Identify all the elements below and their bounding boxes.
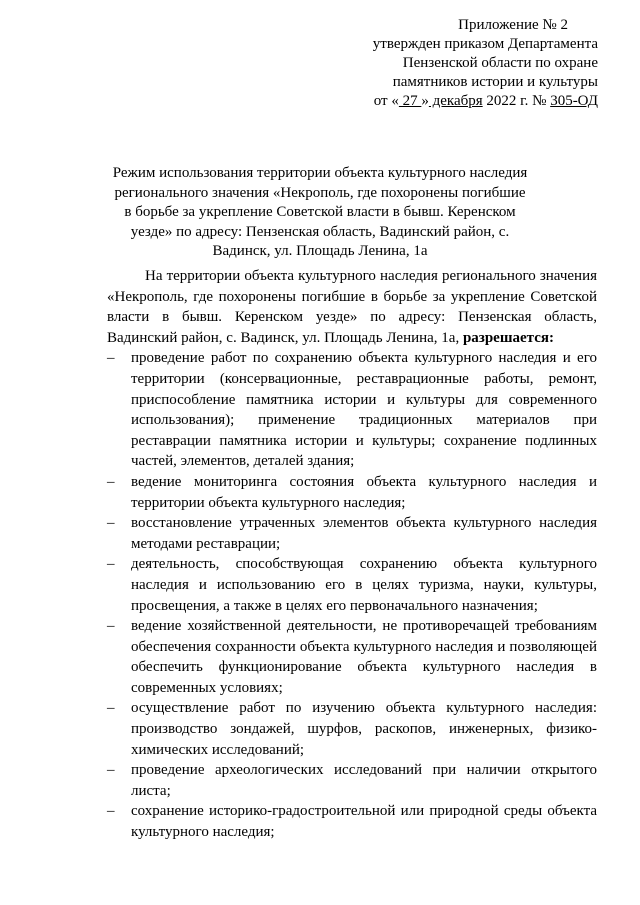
dash-marker: – [107,700,115,717]
list-item-text: сохранение историко-градостроительной или природной среды объекта культурного наследия; [131,803,597,841]
dash-marker: – [107,556,115,573]
list-item-text: восстановление утраченных элементов объекта культурного наследия методами реставрации; [131,515,597,552]
document-body [107,266,597,843]
list-item [107,698,597,760]
list-item-text: ведение хозяйственной деятельности, не противоречащей требованиям обеспечения сохранности объекта культурного наследия и позволяющей обеспечить функционирование объекта культурного наследия в современных условиях; [131,618,597,696]
document-title: Режим использования территории объекта культурного наследия регионального значения «Некрополь, где похоронены погибшие в борьбе за укрепление Советской власти в бывш. Керенском уезде» по адресу: Пензенская область, Вадинский район, с. Вадинск, ул. Площадь Ленина, 1а [112,165,528,259]
department-line-1: Пензенской области по охране [402,55,598,71]
list-item-text: ведение мониторинга состояния объекта культурного наследия и территории объекта культурного наследия; [131,473,597,511]
order-year: 2022 г. № [482,93,551,109]
list-item-text: деятельность, способствующая сохранению объекта культурного наследия и использованию его в целях туризма, науки, культуры, просвещения, а также в целях его первоначального назначения; [131,556,597,614]
dash-marker: – [107,515,115,532]
dash-marker: – [107,618,115,635]
order-date-line [330,92,598,111]
order-number: 305-ОД [550,93,598,109]
dash-marker: – [107,473,115,490]
list-item [107,513,597,554]
list-item-text: проведение археологических исследований при наличии открытого листа; [131,762,597,799]
date-prefix: от « [373,93,399,109]
list-item-text: осуществление работ по изучению объекта культурного наследия: производство зондажей, шурфов, раскопов, инженерных, физико-химических исследований; [131,700,597,758]
list-item [107,801,597,842]
intro-text: На территории объекта культурного наследия регионального значения «Некрополь, где похоронены погибшие в борьбе за укрепление Советской власти в бывш. Керенском уезде» по адресу: Пензенская область, Вадинский район, с. Вадинск, ул. Площадь Ленина, 1а, [107,268,597,346]
list-item [107,472,597,513]
list-item [107,760,597,801]
appendix-header [330,16,598,111]
approval-line: утвержден приказом Департамента [372,36,598,52]
list-item [107,616,597,698]
dash-marker: – [107,803,115,820]
intro-bold: разрешается: [462,329,554,346]
order-month: декабря [428,93,483,109]
appendix-number: Приложение № 2 [458,17,568,33]
department-line-2: памятников истории и культуры [392,74,598,90]
dash-marker: – [107,350,115,367]
list-item-text: проведение работ по сохранению объекта культурного наследия и его территории (консервационные, реставрационные работы, ремонт, приспособление памятника истории и культуры для современного использования); применение традиционных материалов при реставрации памятника истории и культуры; сохранение подлинных частей, элементов, деталей здания; [131,350,597,470]
intro-paragraph [107,266,597,348]
list-item [107,554,597,616]
date-quote-close: » [421,93,429,109]
list-item [107,348,597,472]
dash-marker: – [107,762,115,779]
order-day: 27 [398,93,422,109]
permitted-list [107,348,597,842]
